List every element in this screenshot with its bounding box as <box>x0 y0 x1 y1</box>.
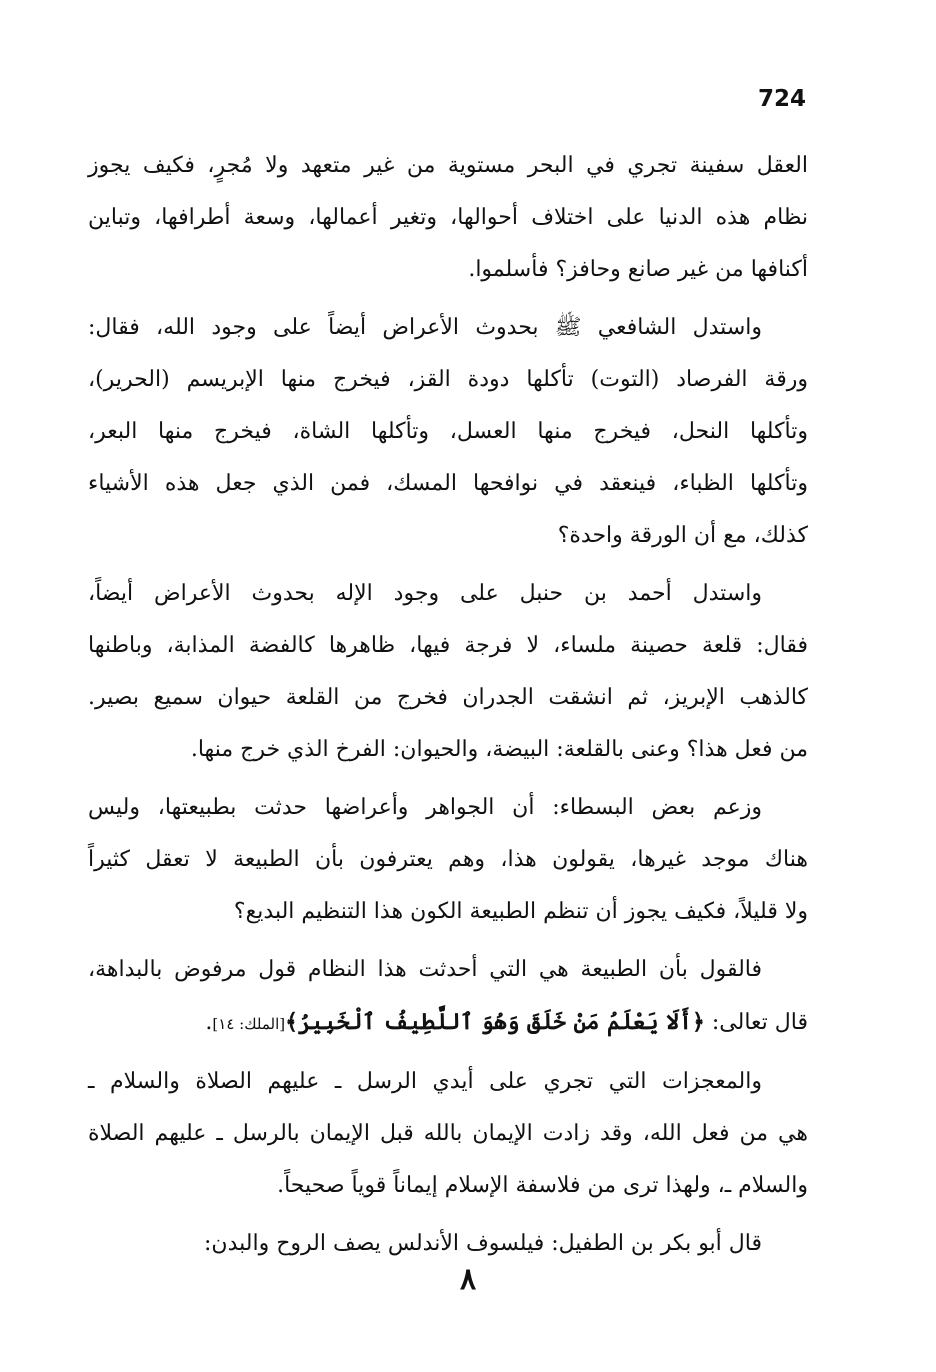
paragraph <box>88 568 808 776</box>
paragraph <box>88 140 808 296</box>
text-line: من فعل هذا؟ وعنى بالقلعة: البيضة، والحيوان: الفرخ الذي خرج منها. <box>190 737 808 762</box>
verse-reference: [الملك: ١٤] <box>212 1015 286 1033</box>
text-line: نظام هذه الدنيا على اختلاف أحوالها، وتغير أعمالها، وسعة أطرافها، وتباين <box>88 205 808 230</box>
text-line: واستدل الشافعي ﷺ بحدوث الأعراض أيضاً على وجود الله، فقال: <box>88 315 762 340</box>
citation-prefix: قال تعالى: <box>704 1010 808 1035</box>
text-line: هناك موجد غيرها، يقولون هذا، وهم يعترفون بأن الطبيعة لا تعقل كثيراً <box>88 847 808 872</box>
text-line: وتأكلها النحل، فيخرج منها العسل، وتأكلها الشاة، فيخرج منها البعر، <box>88 419 808 444</box>
text-line: ورقة الفرصاد (التوت) تأكلها دودة القز، فيخرج منها الإبريسم (الحرير)، <box>88 367 808 392</box>
text-line: واستدل أحمد بن حنبل على وجود الإله بحدوث الأعراض أيضاً، <box>88 581 762 606</box>
text-line: كالذهب الإبريز، ثم انشقت الجدران فخرج من القلعة حيوان سميع بصير. <box>88 685 808 710</box>
text-line: ولا قليلاً، فكيف يجوز أن تنظم الطبيعة الكون هذا التنظيم البديع؟ <box>233 899 808 924</box>
text-line: وتأكلها الظباء، فينعقد في نوافحها المسك، فمن الذي جعل هذه الأشياء <box>88 471 808 496</box>
paragraph <box>88 944 808 1050</box>
text-line: والمعجزات التي تجري على أيدي الرسل ـ عليهم الصلاة والسلام ـ <box>88 1069 762 1094</box>
paragraph <box>88 302 808 562</box>
text-line: قال أبو بكر بن الطفيل: فيلسوف الأندلس يصف الروح والبدن: <box>204 1231 762 1256</box>
footer-page-number: ٨ <box>459 1262 477 1297</box>
paragraph <box>88 782 808 938</box>
paragraph <box>88 1056 808 1212</box>
text-line: فالقول بأن الطبيعة هي التي أحدثت هذا النظام قول مرفوض بالبداهة، <box>88 957 762 982</box>
text-line: أكنافها من غير صانع وحافز؟ فأسلموا. <box>468 257 808 282</box>
text-line: كذلك، مع أن الورقة واحدة؟ <box>557 523 808 548</box>
quran-citation-line <box>88 996 808 1050</box>
text-line: والسلام ـ، ولهذا ترى من فلاسفة الإسلام إيماناً قوياً صحيحاً. <box>277 1173 808 1198</box>
quran-verse: ﴿أَلَا يَعْلَمُ مَنْ خَلَقَ وَهُوَ ٱللَّطِيفُ ٱلْخَبِيرُ﴾ <box>285 1009 705 1035</box>
text-line: فقال: قلعة حصينة ملساء، لا فرجة فيها، ظاهرها كالفضة المذابة، وباطنها <box>88 633 808 658</box>
citation-suffix: . <box>205 1010 213 1035</box>
text-line: العقل سفينة تجري في البحر مستوية من غير متعهد ولا مُجرٍ، فكيف يجوز <box>88 153 808 178</box>
text-line: وزعم بعض البسطاء: أن الجواهر وأعراضها حدثت بطبيعتها، وليس <box>88 795 762 820</box>
text-line: هي من فعل الله، وقد زادت الإيمان بالله قبل الإيمان بالرسل ـ عليهم الصلاة <box>88 1121 808 1146</box>
page-number: 724 <box>757 86 806 112</box>
body-text <box>88 140 808 1276</box>
